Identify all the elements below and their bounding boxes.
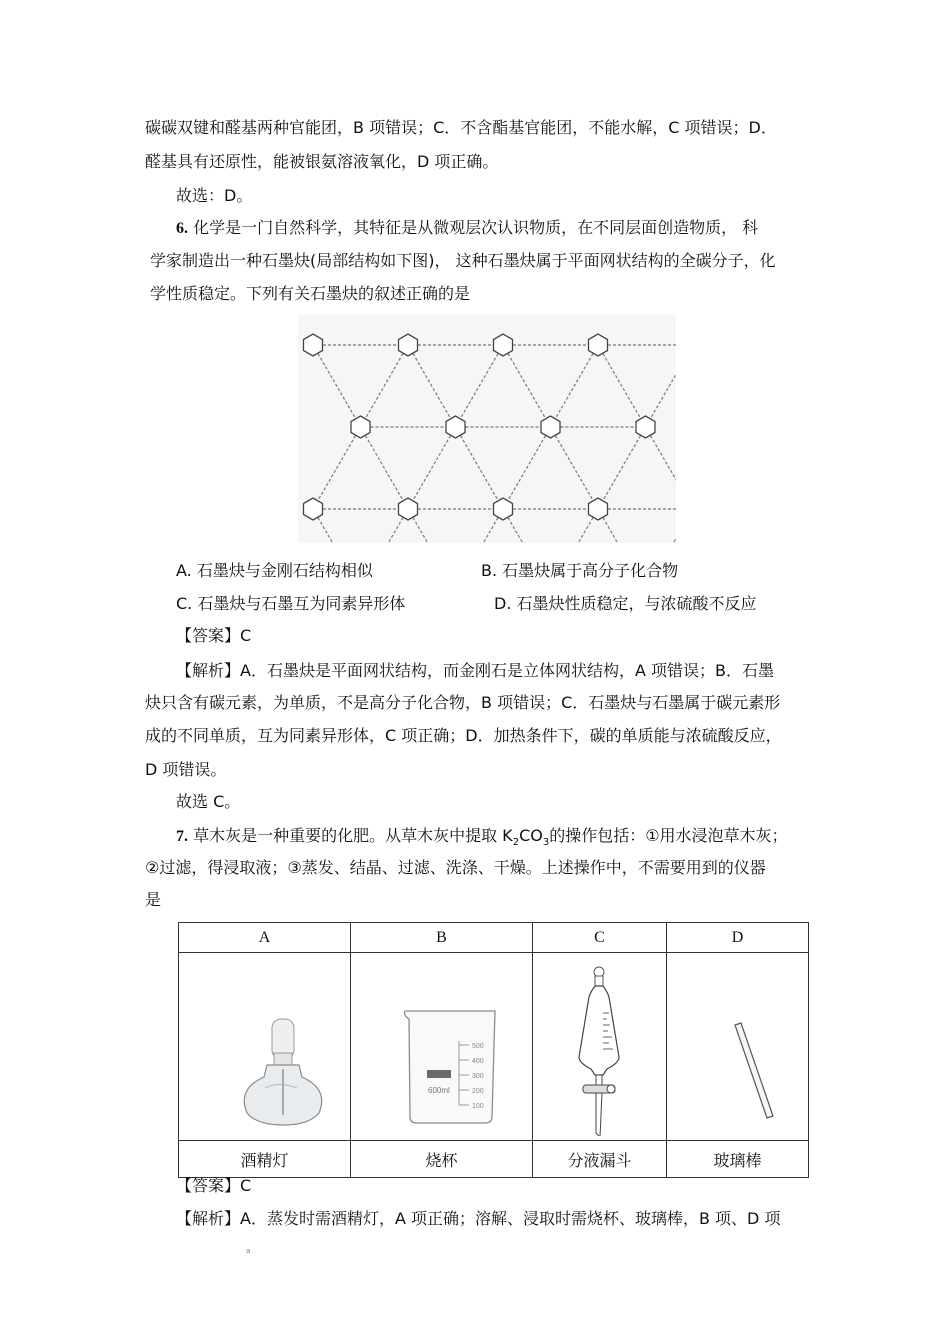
beaker-icon	[351, 953, 532, 1136]
separatory-funnel-icon	[533, 953, 666, 1136]
option-b: B. 石墨炔属于高分子化合物	[481, 561, 679, 580]
beaker-name: 烧杯	[351, 1141, 533, 1178]
question-6-explanation-2: 炔只含有碳元素，为单质，不是高分子化合物，B 项错误；C．石墨炔与石墨属于碳元素形	[145, 693, 781, 712]
graphyne-benzene-ring	[399, 334, 418, 356]
text-line-2: 醛基具有还原性，能被银氨溶液氧化，D 项正确。	[145, 152, 499, 171]
separatory-funnel-name: 分液漏斗	[533, 1141, 667, 1178]
question-7-text-1b: CO	[519, 826, 543, 845]
question-6-explanation-1: 【解析】A．石墨炔是平面网状结构，而金刚石是立体网状结构，A 项错误；B．石墨	[176, 661, 774, 680]
page-footer-mark: a	[246, 1247, 251, 1255]
question-6-choice: 故选 C。	[176, 792, 241, 811]
beaker-mark-200: 200	[472, 1088, 484, 1095]
separatory-funnel-cell	[533, 953, 667, 1141]
question-6-explanation-3: 成的不同单质，互为同素异形体，C 项正确；D．加热条件下，碳的单质能与浓硫酸反应，	[145, 726, 782, 745]
table-header-c: C	[533, 923, 667, 953]
graphyne-benzene-ring	[446, 416, 465, 438]
graphyne-benzene-ring	[304, 334, 323, 356]
table-header-a: A	[179, 923, 351, 953]
subscript-3: 3	[542, 837, 550, 849]
graphyne-benzene-ring	[304, 498, 323, 520]
question-7-answer: 【答案】C	[176, 1176, 252, 1195]
beaker-mark-400: 400	[472, 1058, 484, 1065]
option-c: C. 石墨炔与石墨互为同素异形体	[176, 594, 406, 613]
question-7-line-3: 是	[145, 890, 162, 909]
graphyne-benzene-ring	[494, 498, 513, 520]
glass-rod-icon	[667, 953, 808, 1136]
table-header-d: D	[667, 923, 809, 953]
choice-line: 故选：D。	[176, 186, 253, 205]
instrument-table	[178, 922, 809, 1178]
option-a: A. 石墨炔与金刚石结构相似	[176, 561, 373, 580]
graphyne-benzene-ring	[494, 334, 513, 356]
question-7-explanation-1: 【解析】A．蒸发时需酒精灯，A 项正确；溶解、浸取时需烧杯、玻璃棒，B 项、D 项	[176, 1209, 781, 1228]
graphyne-benzene-ring	[589, 498, 608, 520]
subscript-2: 2	[512, 837, 520, 849]
glass-rod-name: 玻璃棒	[667, 1141, 809, 1178]
question-7-text-1c: 的操作包括：①用水浸泡草木灰；	[549, 826, 788, 845]
table-header-b: B	[351, 923, 533, 953]
option-d: D. 石墨炔性质稳定，与浓硫酸不反应	[494, 594, 757, 613]
graphyne-benzene-ring	[399, 498, 418, 520]
beaker-mark-300: 300	[472, 1073, 484, 1080]
beaker-mark-100: 100	[472, 1103, 484, 1110]
beaker-cell	[351, 953, 533, 1141]
alcohol-lamp-cell	[179, 953, 351, 1141]
question-6-line-1	[176, 218, 758, 239]
graphyne-benzene-ring	[589, 334, 608, 356]
graphyne-benzene-ring	[636, 416, 655, 438]
question-6-explanation-4: D 项错误。	[145, 760, 227, 779]
question-7-line-1	[176, 826, 788, 853]
graphyne-benzene-ring	[541, 416, 560, 438]
question-6-line-3: 学性质稳定。下列有关石墨炔的叙述正确的是	[150, 284, 471, 303]
graphyne-benzene-ring	[351, 416, 370, 438]
text-line-1: 碳碳双键和醛基两种官能团，B 项错误；C．不含酯基官能团，不能水解，C 项错误；D．	[145, 118, 777, 137]
question-7-number: 7.	[176, 828, 188, 845]
question-7-line-2: ②过滤，得浸取液；③蒸发、结晶、过滤、洗涤、干燥。上述操作中，不需要用到的仪器	[145, 858, 766, 877]
graphyne-structure-figure	[298, 315, 676, 543]
question-6-text-1: 化学是一门自然科学，其特征是从微观层次认识物质，在不同层面创造物质， 科	[193, 218, 759, 237]
question-6-number: 6.	[176, 220, 188, 237]
beaker-label: 600ml	[428, 1086, 450, 1095]
question-6-line-2: 学家制造出一种石墨炔(局部结构如下图)， 这种石墨炔属于平面网状结构的全碳分子，化	[150, 251, 776, 270]
alcohol-lamp-name: 酒精灯	[179, 1141, 351, 1178]
question-7-text-1a: 草木灰是一种重要的化肥。从草木灰中提取 K	[193, 826, 513, 845]
question-6-answer: 【答案】C	[176, 626, 252, 645]
beaker-mark-500: 500	[472, 1043, 484, 1050]
alcohol-lamp-icon	[179, 953, 350, 1136]
glass-rod-cell	[667, 953, 809, 1141]
